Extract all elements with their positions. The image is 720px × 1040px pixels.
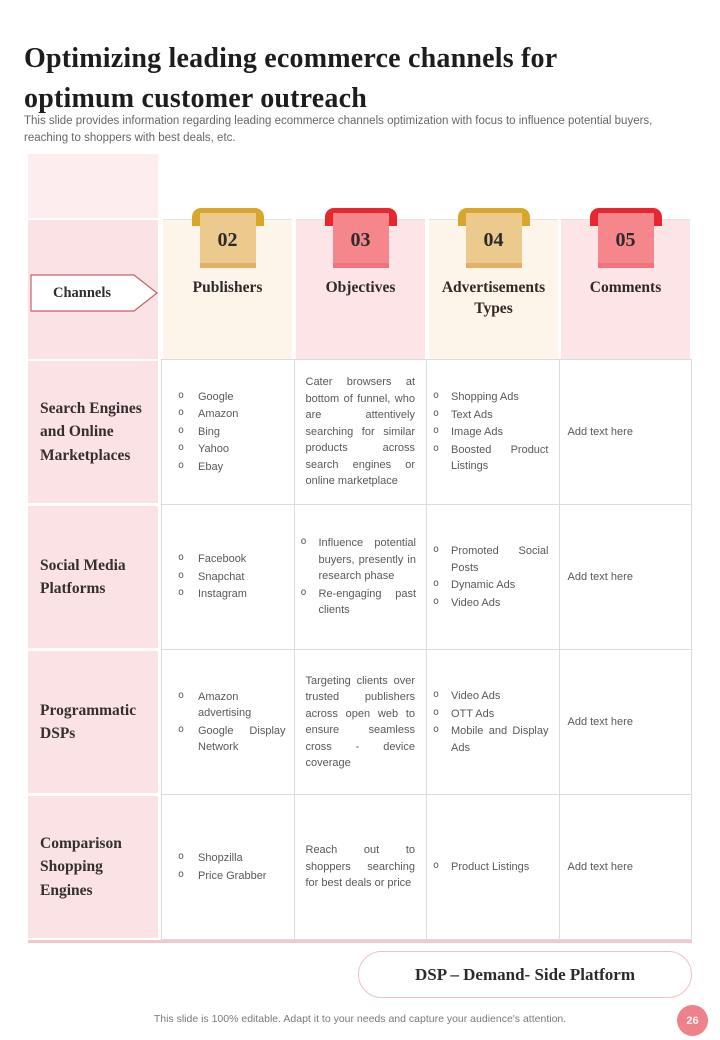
list-item: o Amazon [176,406,286,423]
page-number: 26 [686,1014,699,1027]
column-badge-03: 03 [325,208,397,268]
objectives-cell-row3 [295,650,428,795]
list-item: o Facebook [176,551,286,568]
table-body [161,359,692,940]
channel-cell-programmatic-dsps: Programmatic DSPs [28,651,158,793]
list-item: o Influence potential buyers, presently in research phase [301,535,417,585]
publishers-cell-row4 [162,795,295,940]
objectives-cell-row2 [295,505,428,650]
comments-cell-row4[interactable] [560,795,693,940]
list-item: o Promoted Social Posts [433,543,549,576]
page-number-badge [677,1005,708,1036]
dsp-definition-callout [358,951,692,998]
ad-types-list [427,858,559,877]
column-badge-04: 04 [458,208,530,268]
comment-placeholder[interactable]: Add text here [567,425,633,438]
ad-types-list [427,687,559,757]
column-badge-02: 02 [192,208,264,268]
objectives-text: Cater browsers at bottom of funnel, who are attentively searching for similar products across search engines or online marketplace [305,376,415,488]
list-item: o Bing [176,424,286,441]
list-item: o Yahoo [176,441,286,458]
list-item: o Boosted Product Listings [433,442,549,475]
list-item: o Video Ads [433,688,549,705]
table-bottom-accent [28,940,692,943]
objectives-cell-row4 [295,795,428,940]
ad-types-list [427,388,559,476]
channel-cell-comparison-shopping: Comparison Shopping Engines [28,796,158,938]
channel-cell-social-media: Social Media Platforms [28,506,158,648]
publishers-cell-row2 [162,505,295,650]
publishers-cell-row1 [162,360,295,505]
comment-placeholder[interactable]: Add text here [567,715,633,728]
list-item: o Image Ads [433,424,549,441]
page-subtitle: This slide provides information regarding leading ecommerce channels optimization with focus to influence potential buyers, reaching to shoppers with best deals, etc. [24,114,653,144]
column-header-ad-types: 04 Advertisements Types [429,219,558,360]
channels-arrow [30,274,158,312]
ad-types-cell-row3 [427,650,560,795]
channel-cell-search-engines: Search Engines and Online Marketplaces [28,361,158,503]
ad-types-cell-row2 [427,505,560,650]
list-item: o Shopping Ads [433,389,549,406]
page-title: Optimizing leading ecommerce channels for optimum customer outreach [24,42,557,114]
channels-table [28,154,692,944]
list-item: o Re-engaging past clients [301,586,417,619]
comment-placeholder[interactable]: Add text here [567,570,633,583]
list-item: o Amazon advertising [176,689,286,722]
publishers-cell-row3 [162,650,295,795]
table-corner-block [28,154,158,218]
list-item: o Price Grabber [176,868,286,885]
publishers-list [162,550,294,604]
comments-cell-row1[interactable] [560,360,693,505]
publishers-list [162,688,294,757]
list-item: o Mobile and Display Ads [433,723,549,756]
objectives-cell-row1 [295,360,428,505]
objectives-list [295,534,427,620]
ad-types-cell-row4 [427,795,560,940]
column-header-publishers: 02 Publishers [163,219,292,360]
comments-cell-row3[interactable] [560,650,693,795]
list-item: o Ebay [176,459,286,476]
list-item: o Dynamic Ads [433,577,549,594]
comment-placeholder[interactable]: Add text here [567,860,633,873]
list-item: o Google Display Network [176,723,286,756]
publishers-list [162,388,294,477]
list-item: o Shopzilla [176,850,286,867]
list-item: o Text Ads [433,407,549,424]
comments-cell-row2[interactable] [560,505,693,650]
ad-types-cell-row1 [427,360,560,505]
publishers-list [162,849,294,885]
slide-footer-note: This slide is 100% editable. Adapt it to your needs and capture your audience's attention. [153,1013,567,1025]
column-badge-05: 05 [590,208,662,268]
column-header-comments: 05 Comments [561,219,690,360]
column-header-objectives: 03 Objectives [296,219,425,360]
list-item: o Product Listings [433,859,549,876]
list-item: o OTT Ads [433,706,549,723]
dsp-definition-text: DSP – Demand- Side Platform [414,964,636,984]
list-item: o Google [176,389,286,406]
objectives-text: Reach out to shoppers searching for best deals or price [305,844,415,890]
list-item: o Video Ads [433,595,549,612]
list-item: o Instagram [176,586,286,603]
channels-label: Channels [52,284,112,301]
channels-header-cell [28,220,158,359]
list-item: o Snapchat [176,569,286,586]
ad-types-list [427,542,559,612]
objectives-text: Targeting clients over trusted publishers across open web to ensure seamless cross - device coverage [305,674,415,769]
